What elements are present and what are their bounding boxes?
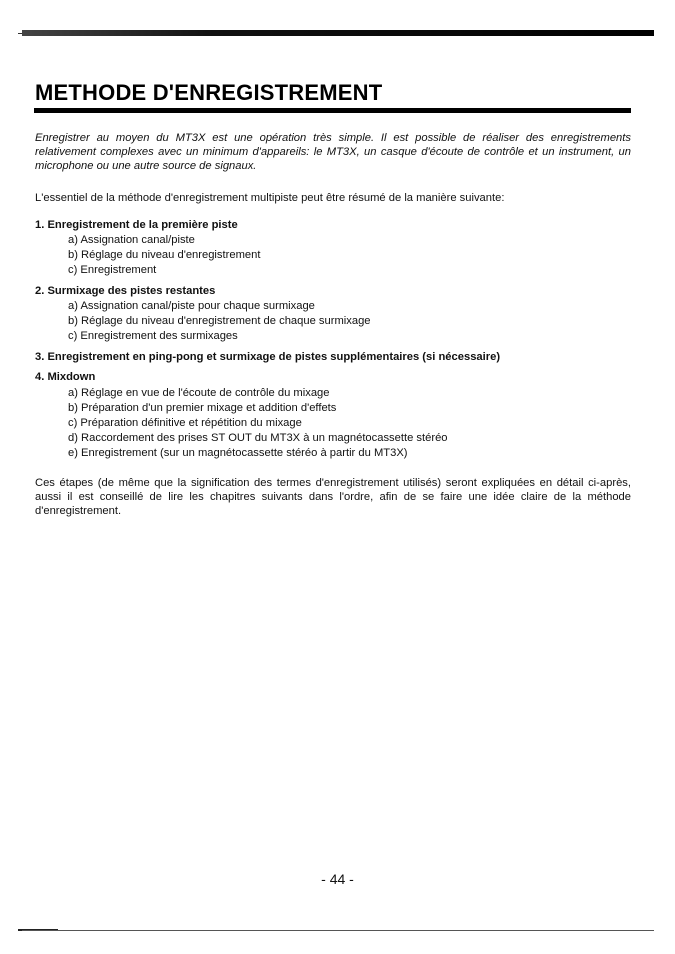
top-rule	[22, 30, 654, 36]
bottom-rule	[22, 930, 654, 931]
list-item: d) Raccordement des prises ST OUT du MT3X à un magnétocassette stéréo	[68, 432, 448, 444]
list-item: c) Enregistrement	[68, 264, 157, 276]
section-4-list	[68, 386, 448, 461]
section-1-list	[68, 233, 260, 278]
summary-paragraph: L'essentiel de la méthode d'enregistrement multipiste peut être résumé de la manière suivante:	[35, 192, 505, 204]
section-heading-2: 2. Surmixage des pistes restantes	[35, 285, 216, 297]
closing-paragraph: Ces étapes (de même que la signification des termes d'enregistrement utilisés) seront expliquées en détail ci-après, aussi il est conseillé de lire les chapitres suivants dans l'ordre, afin de se faire une idée claire de la méthode d'enregistrement.	[35, 477, 631, 517]
page-number: - 44 -	[321, 871, 354, 887]
list-item: b) Réglage du niveau d'enregistrement de chaque surmixage	[68, 315, 371, 327]
section-heading-4: 4. Mixdown	[35, 371, 96, 383]
list-item: b) Préparation d'un premier mixage et addition d'effets	[68, 402, 337, 414]
list-item: b) Réglage du niveau d'enregistrement	[68, 249, 261, 261]
section-heading-3: 3. Enregistrement en ping-pong et surmixage de pistes supplémentaires (si nécessaire)	[35, 351, 501, 363]
section-heading-1: 1. Enregistrement de la première piste	[35, 219, 238, 231]
page-title: METHODE D'ENREGISTREMENT	[35, 80, 383, 105]
list-item: a) Réglage en vue de l'écoute de contrôle du mixage	[68, 387, 330, 399]
list-item: c) Enregistrement des surmixages	[68, 330, 238, 342]
list-item: c) Préparation définitive et répétition du mixage	[68, 417, 302, 429]
title-underline	[34, 108, 631, 113]
list-item: a) Assignation canal/piste	[68, 234, 195, 246]
list-item: e) Enregistrement (sur un magnétocassette stéréo à partir du MT3X)	[68, 447, 408, 459]
list-item: a) Assignation canal/piste pour chaque surmixage	[68, 300, 315, 312]
section-2-list	[68, 299, 371, 344]
intro-paragraph: Enregistrer au moyen du MT3X est une opération très simple. Il est possible de réaliser des enregistrements relativement complexes avec un minimum d'appareils: le MT3X, un casque d'écoute de contrôle et un instrument, un microphone ou une autre source de signaux.	[35, 132, 631, 172]
